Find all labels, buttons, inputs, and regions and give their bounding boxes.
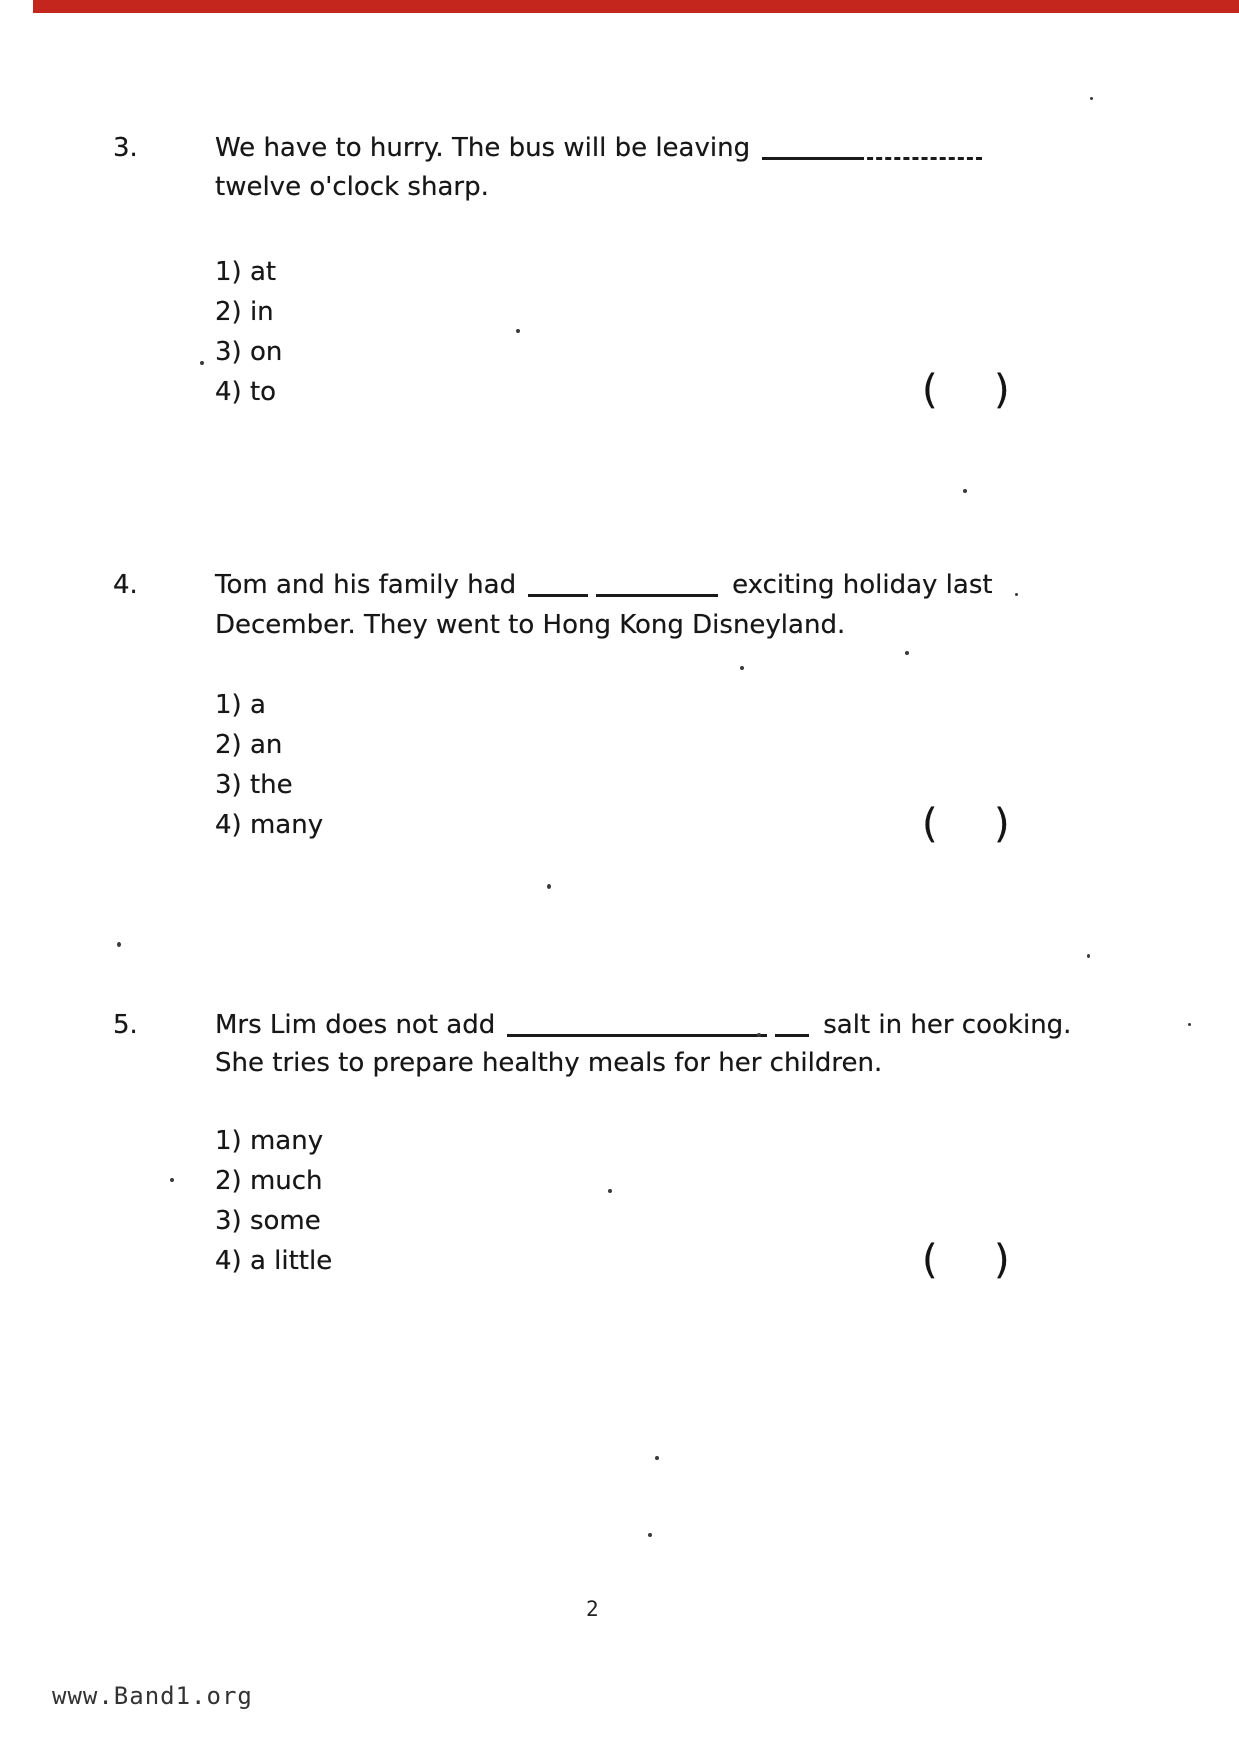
question-number: 3. [113,133,138,163]
answer-bracket-close: ) [994,1237,1010,1283]
option-item: 3) on [215,337,283,367]
scan-speck [1090,97,1093,100]
options-list [215,252,282,412]
scan-speck [655,1456,659,1460]
scan-speck [648,1533,652,1537]
question-stem-line2 [215,610,845,640]
answer-blank-dashed-tail [858,153,982,160]
stem-text: salt in her cooking. [823,1010,1072,1040]
option-item: 3) the [215,770,293,800]
option-item: 1) a [215,690,266,720]
option-item: 4) a little [215,1246,333,1276]
stem-text: Tom and his family had [215,570,517,600]
option-item: 3) some [215,1206,321,1236]
option-item: 2) in [215,297,274,327]
stem-text: She tries to prepare healthy meals for her children. [215,1048,883,1078]
answer-blank [762,153,858,160]
scan-speck [608,1189,612,1193]
question-stem-line1 [215,570,993,600]
answer-bracket-open: ( [922,367,938,413]
stem-text: December. They went to Hong Kong Disneyland. [215,610,846,640]
footer-site-url: www.Band1.org [52,1682,253,1710]
option-item: 2) an [215,730,283,760]
option-item: 4) many [215,810,324,840]
question-number: 5. [113,1010,138,1040]
scan-speck [170,1178,174,1182]
options-list [215,1121,332,1281]
scan-speck [547,884,551,889]
stem-text: Mrs Lim does not add [215,1010,496,1040]
scan-speck [1087,954,1090,958]
stem-text: exciting holiday last [732,570,993,600]
answer-bracket-open: ( [922,1237,938,1283]
scan-speck [740,666,744,670]
answer-blank [507,1030,767,1037]
answer-blank [528,590,588,597]
answer-bracket-close: ) [994,801,1010,847]
answer-blank [596,590,718,597]
question-number: 4. [113,570,138,600]
stem-text: We have to hurry. The bus will be leaving [215,133,751,163]
option-item: 2) much [215,1166,323,1196]
scan-speck [516,329,520,333]
options-list [215,685,323,845]
stem-text: twelve o'clock sharp. [215,172,489,202]
scan-speck [757,1033,761,1037]
option-item: 1) many [215,1126,324,1156]
question-stem-line1 [215,133,982,163]
scan-speck [1188,1023,1191,1026]
scan-speck [200,361,204,365]
option-item: 4) to [215,377,277,407]
option-item: 1) at [215,257,277,287]
scan-edge-red-bar [33,0,1239,13]
question-stem-line2 [215,172,489,202]
answer-bracket-close: ) [994,367,1010,413]
scan-speck [963,489,967,493]
scan-speck [117,942,121,947]
page-number: 2 [586,1597,599,1621]
scan-speck [905,651,909,655]
scan-speck [1015,593,1018,596]
answer-blank [775,1030,809,1037]
question-stem-line1 [215,1010,1071,1040]
question-stem-line2 [215,1048,882,1078]
answer-bracket-open: ( [922,801,938,847]
